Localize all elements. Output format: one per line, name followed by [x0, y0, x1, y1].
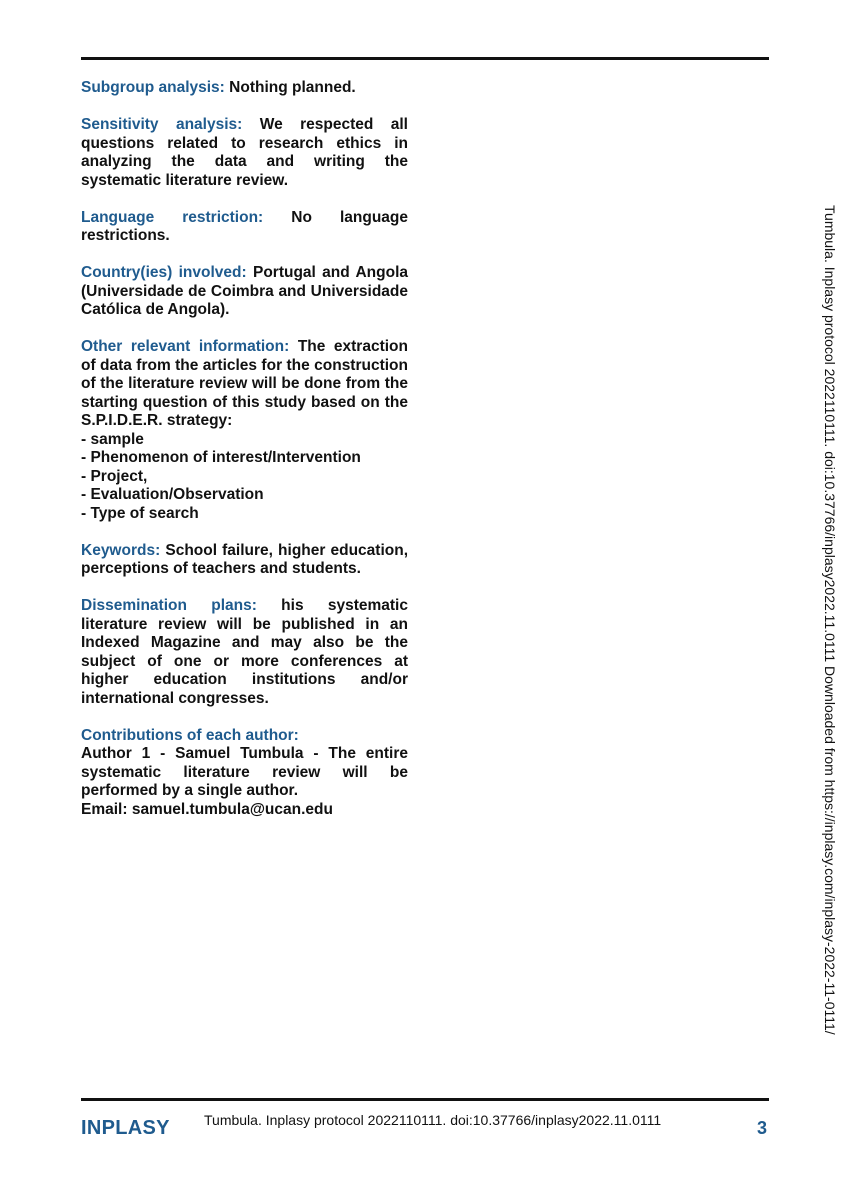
main-column	[81, 79, 408, 838]
sensitivity-label: Sensitivity analysis:	[81, 116, 243, 133]
contributions-label: Contributions of each author:	[81, 726, 299, 744]
list-item: - Evaluation/Observation	[81, 486, 264, 503]
other-info-text: The extraction of data from the articles for the construction of the literature review will be done from the starting question of this study based on the S.P.I.D.E.R. strategy:	[81, 338, 408, 429]
footer-citation: Tumbula. Inplasy protocol 2022110111. doi:10.37766/inplasy2022.11.0111	[204, 1112, 662, 1128]
list-item: - Project,	[81, 467, 148, 485]
other-info-label: Other relevant information:	[81, 338, 290, 355]
author-email[interactable]: Email: samuel.tumbula@ucan.edu	[81, 800, 333, 818]
keywords-section	[81, 542, 408, 579]
list-item: - Phenomenon of interest/Intervention	[81, 449, 361, 466]
language-section	[81, 209, 408, 246]
other-info-section	[81, 338, 408, 523]
footer-rule	[81, 1098, 769, 1101]
dissemination-text: his systematic literature review will be published in an Indexed Magazine and may also be the subject of one or more conferences at higher education institutions and/or international congresses.	[81, 597, 408, 707]
country-text: Portugal and Angola (Universidade de Coimbra and Universidade Católica de Angola).	[81, 264, 408, 318]
page-number: 3	[757, 1118, 768, 1138]
list-item: - Type of search	[81, 504, 199, 522]
country-section	[81, 264, 408, 320]
dissemination-section	[81, 597, 408, 708]
subgroup-section	[81, 79, 408, 98]
sensitivity-text: We respected all questions related to research ethics in analyzing the data and writing the systematic literature review.	[81, 116, 408, 189]
language-text: No language restrictions.	[81, 208, 408, 244]
subgroup-label: Subgroup analysis:	[81, 79, 225, 96]
dissemination-label: Dissemination plans:	[81, 597, 257, 614]
subgroup-text: Nothing planned.	[229, 79, 356, 96]
download-side-note: Tumbula. Inplasy protocol 2022110111. doi:10.37766/inplasy2022.11.0111 Downloaded from https://inplasy.com/inplasy-2022-11-0111/	[822, 205, 838, 1035]
contributions-text: Author 1 - Samuel Tumbula - The entire systematic literature review will be performed by a single author.	[81, 745, 408, 799]
contributions-section	[81, 727, 408, 820]
country-label: Country(ies) involved:	[81, 264, 247, 281]
keywords-text: School failure, higher education, perceptions of teachers and students.	[81, 541, 409, 577]
sensitivity-section	[81, 116, 408, 190]
keywords-label: Keywords:	[81, 541, 161, 559]
inplasy-logo: INPLASY	[81, 1117, 170, 1139]
list-item: - sample	[81, 430, 144, 448]
language-label: Language restriction:	[81, 208, 264, 226]
header-rule	[81, 57, 769, 60]
